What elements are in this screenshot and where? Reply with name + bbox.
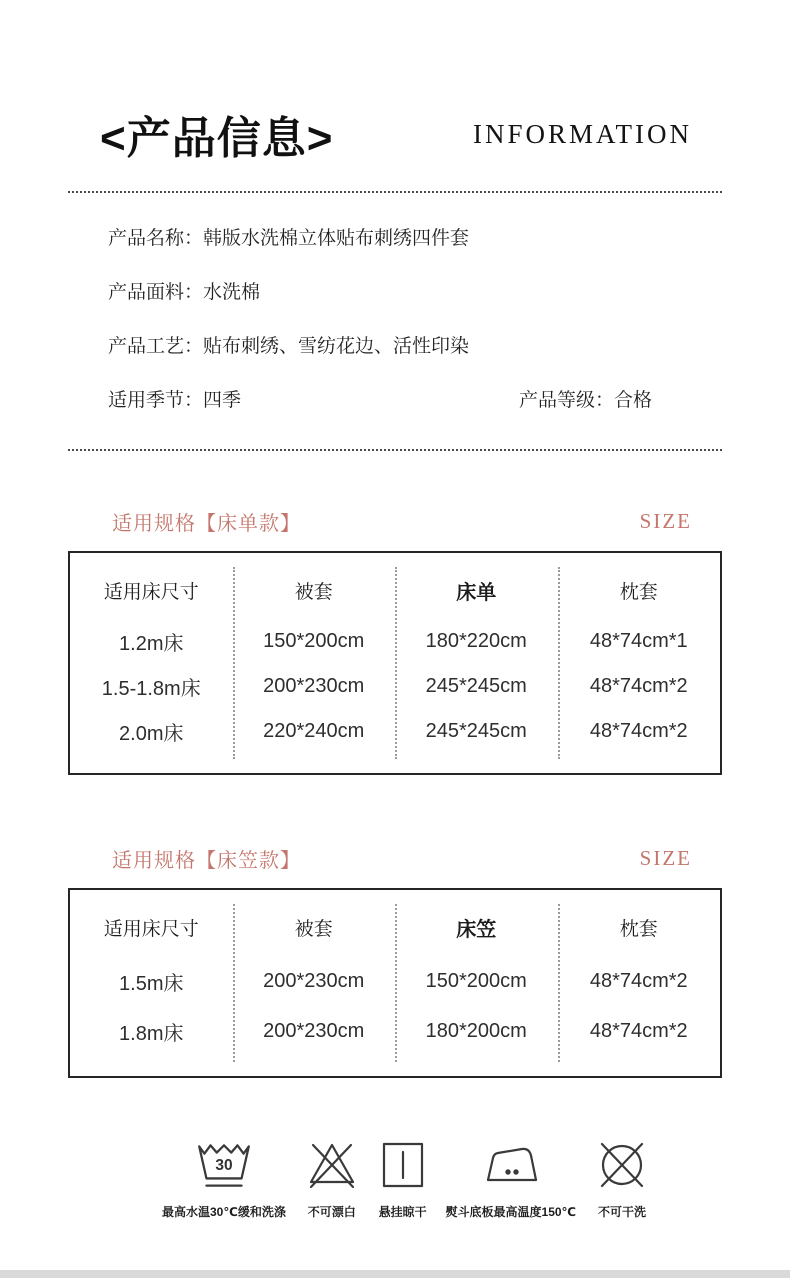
table-cell: 150*200cm <box>425 969 527 992</box>
table-cell: 48*74cm*1 <box>589 630 688 652</box>
header-subtitle: INFORMATION <box>472 118 692 149</box>
info-label: 产品工艺： <box>108 336 204 357</box>
page-title: <产品信息> <box>100 114 334 163</box>
no-dry-clean-icon <box>594 1136 650 1194</box>
table-cell: 1.2m床 <box>119 633 184 655</box>
info-value: 韩版水洗棉立体贴布刺绣四件套 <box>203 228 470 249</box>
info-value: 水洗棉 <box>203 282 261 303</box>
info-value: 贴布刺绣、雪纺花边、活性印染 <box>203 336 470 357</box>
info-label: 产品名称： <box>108 228 204 249</box>
column-header: 床单 <box>456 581 497 604</box>
iron-max-150-icon <box>480 1136 542 1194</box>
table-cell: 48*74cm*2 <box>589 1019 688 1042</box>
table-cell: 180*200cm <box>425 1019 527 1042</box>
column-divider <box>395 567 397 759</box>
care-item-no-dry-clean <box>594 1136 650 1220</box>
bottom-strip <box>0 1270 790 1278</box>
info-label: 产品面料： <box>108 282 204 303</box>
column-divider <box>233 567 235 759</box>
table-cell: 245*245cm <box>425 720 527 742</box>
table-cell: 200*230cm <box>263 1019 365 1042</box>
info-value: 合格 <box>613 390 652 411</box>
care-item-no-bleach <box>304 1136 360 1220</box>
care-item-iron <box>446 1136 577 1220</box>
column-header: 被套 <box>294 581 333 603</box>
size-section-title: 适用规格【床笠款】 <box>112 850 301 872</box>
no-bleach-icon <box>304 1136 360 1194</box>
care-label: 悬挂晾干 <box>378 1205 427 1219</box>
table-cell: 1.5m床 <box>119 972 184 995</box>
care-label: 不可漂白 <box>307 1205 356 1219</box>
table-cell: 48*74cm*2 <box>589 675 688 697</box>
table-cell: 200*230cm <box>263 969 365 992</box>
care-label: 最高水温30℃缓和洗涤 <box>162 1205 286 1219</box>
size-label: SIZE <box>639 846 692 870</box>
table-cell: 48*74cm*2 <box>589 720 688 742</box>
column-divider <box>558 904 560 1062</box>
care-instructions <box>162 1136 650 1220</box>
size-label: SIZE <box>639 509 692 533</box>
table-cell: 245*245cm <box>425 675 527 697</box>
column-divider <box>233 904 235 1062</box>
size-table-fitted <box>68 888 722 1078</box>
wash-temp-text: 30 <box>215 1157 233 1175</box>
care-label: 熨斗底板最高温度150℃ <box>445 1205 577 1219</box>
care-item-hang-dry <box>378 1136 428 1220</box>
column-header: 床笠 <box>456 918 497 941</box>
table-cell: 1.8m床 <box>119 1022 184 1045</box>
info-value: 四季 <box>203 390 242 411</box>
column-header: 适用床尺寸 <box>103 581 199 603</box>
column-divider <box>395 904 397 1062</box>
table-cell: 150*200cm <box>263 630 365 652</box>
product-info-section <box>0 193 790 413</box>
size-section-title: 适用规格【床单款】 <box>112 513 301 535</box>
column-header: 被套 <box>294 918 333 940</box>
info-label: 产品等级： <box>518 390 614 411</box>
column-divider <box>558 567 560 759</box>
care-item-wash <box>162 1136 286 1220</box>
table-cell: 48*74cm*2 <box>589 969 688 992</box>
table-cell: 200*230cm <box>263 675 365 697</box>
column-header: 枕套 <box>619 918 658 940</box>
table-cell: 1.5-1.8m床 <box>101 678 201 700</box>
hang-dry-icon <box>378 1136 428 1194</box>
size-section-fitted-header <box>112 775 692 873</box>
table-cell: 2.0m床 <box>119 723 184 745</box>
column-header: 枕套 <box>619 581 658 603</box>
column-header: 适用床尺寸 <box>103 918 199 940</box>
info-row-season-grade <box>108 389 722 413</box>
wash-30-icon <box>193 1136 255 1194</box>
info-row-craft <box>108 335 722 359</box>
info-row-fabric <box>108 281 722 305</box>
table-cell: 180*220cm <box>425 630 527 652</box>
info-season <box>108 389 241 413</box>
size-section-sheet-header <box>112 451 692 536</box>
table-cell: 220*240cm <box>263 720 365 742</box>
header <box>0 0 790 166</box>
info-grade <box>519 389 652 413</box>
size-table-sheet <box>68 551 722 775</box>
care-label: 不可干洗 <box>597 1205 646 1219</box>
info-label: 适用季节： <box>108 390 204 411</box>
info-row-name <box>108 227 722 251</box>
